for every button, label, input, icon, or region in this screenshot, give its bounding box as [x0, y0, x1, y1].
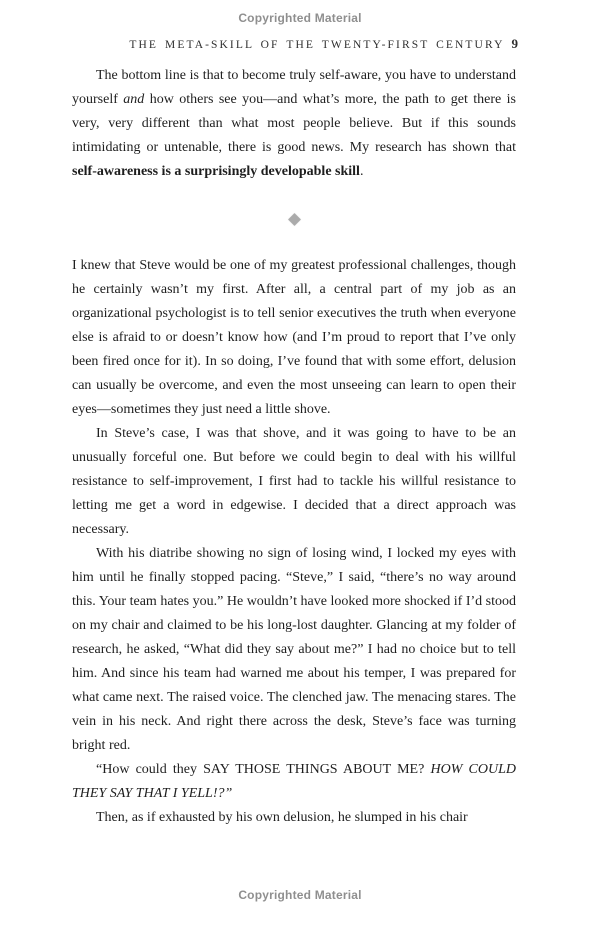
chapter-title: THE META-SKILL OF THE TWENTY-FIRST CENTURY — [129, 39, 505, 51]
paragraph — [72, 758, 516, 806]
page-number: 9 — [511, 36, 518, 51]
paragraph — [72, 254, 516, 422]
text-run: With his diatribe showing no sign of losing wind, I locked my eyes with him until he finally stopped pacing. “Steve,” I said, “there’s no way around this. Your team hates you.” He wouldn’t have looked more shocked if I’d stood on my chair and claimed to be his long-lost daughter. Glancing at my folder of research, he asked, “What did they say about me?” I had no choice but to tell him. And since his team had warned me about his temper, I was prepared for what came next. The raised voice. The clenched jaw. The menacing stares. The vein in his neck. And right there across the desk, Steve’s face was turning bright red. — [72, 546, 516, 753]
paragraph — [72, 64, 516, 184]
running-header — [72, 36, 518, 52]
diamond-icon — [288, 213, 301, 226]
paragraph — [72, 542, 516, 758]
paragraph — [72, 806, 516, 830]
text-run: HOW COULD THEY SAY THAT I YELL!?” — [72, 762, 516, 801]
text-run: “How could they SAY THOSE THINGS ABOUT ME? — [96, 762, 431, 777]
text-run: The bottom line is that to become truly self-aware, you have to understand yourself — [72, 68, 516, 107]
copyright-notice-bottom: Copyrighted Material — [238, 888, 362, 902]
text-run: . — [359, 164, 364, 179]
text-run: I knew that Steve would be one of my greatest professional challenges, though he certainly wasn’t my first. After all, a central part of my job as an organizational psychologist is to tell senior executives the truth when everyone else is afraid to or doesn’t know how (and I’m proud to report that I’ve only been fired once for it). In so doing, I’ve found that with some effort, delusion can usually be overcome, and even the most unseeing can learn to open their eyes—sometimes they just need a little shove. — [72, 258, 516, 417]
copyright-notice-top: Copyrighted Material — [238, 11, 362, 25]
paragraph — [72, 422, 516, 542]
text-run: Then, as if exhausted by his own delusion, he slumped in his chair — [96, 810, 468, 825]
text-run: how others see you—and what’s more, the path to get there is very, very different than what most people believe. But if this sounds intimidating or untenable, there is good news. My research has shown that — [72, 92, 516, 155]
text-run: and — [123, 92, 145, 107]
body-text — [72, 64, 516, 830]
text-run: self-awareness is a surprisingly developable skill — [72, 164, 360, 179]
section-break-ornament — [72, 184, 516, 254]
text-run: In Steve’s case, I was that shove, and it was going to have to be an unusually forceful one. But before we could begin to deal with his willful resistance to self-improvement, I first had to tackle his willful resistance to letting me get a word in edgewise. I decided that a direct approach was necessary. — [72, 426, 516, 537]
